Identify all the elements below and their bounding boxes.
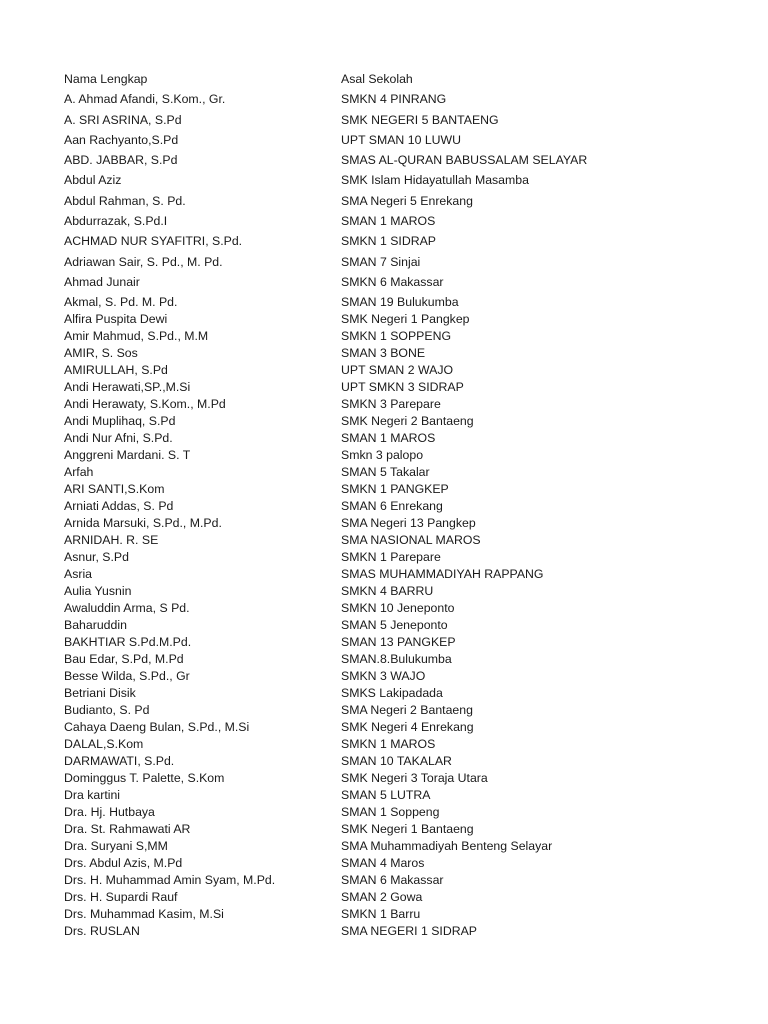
column-header-school: Asal Sekolah bbox=[341, 72, 413, 86]
participant-name: Arnida Marsuki, S.Pd., M.Pd. bbox=[64, 516, 222, 531]
table-row bbox=[64, 805, 664, 822]
participant-name: Anggreni Mardani. S. T bbox=[64, 448, 191, 463]
table-row bbox=[64, 499, 664, 516]
table-row bbox=[64, 669, 664, 686]
participant-school: SMK Islam Hidayatullah Masamba bbox=[341, 173, 529, 188]
participant-name: ABD. JABBAR, S.Pd bbox=[64, 153, 178, 168]
table-body bbox=[64, 92, 664, 941]
participant-school: SMKN 1 Parepare bbox=[341, 550, 441, 565]
table-row bbox=[64, 234, 664, 254]
participant-name: Besse Wilda, S.Pd., Gr bbox=[64, 669, 190, 684]
participant-school: SMKN 1 SIDRAP bbox=[341, 234, 436, 249]
table-row bbox=[64, 788, 664, 805]
table-row bbox=[64, 113, 664, 133]
table-row bbox=[64, 873, 664, 890]
table-row bbox=[64, 516, 664, 533]
table-row bbox=[64, 652, 664, 669]
participant-school: SMAN 7 Sinjai bbox=[341, 254, 421, 269]
participant-name: Andi Muplihaq, S.Pd bbox=[64, 414, 176, 429]
table-row bbox=[64, 856, 664, 873]
participant-school: SMKS Lakipadada bbox=[341, 686, 443, 701]
participant-name: Dra kartini bbox=[64, 788, 121, 803]
table-row bbox=[64, 92, 664, 112]
participant-name: Amir Mahmud, S.Pd., M.M bbox=[64, 329, 209, 344]
table-row bbox=[64, 255, 664, 275]
table-row bbox=[64, 363, 664, 380]
participant-name: Betriani Disik bbox=[64, 686, 136, 701]
participant-name: Abdul Rahman, S. Pd. bbox=[64, 193, 186, 208]
table-row bbox=[64, 329, 664, 346]
participant-school: SMAN 5 Takalar bbox=[341, 465, 430, 480]
table-row bbox=[64, 737, 664, 754]
participant-school: SMKN 10 Jeneponto bbox=[341, 601, 455, 616]
participant-school: SMAN 3 BONE bbox=[341, 346, 426, 361]
participant-name: Arniati Addas, S. Pd bbox=[64, 499, 174, 514]
participant-name: Budianto, S. Pd bbox=[64, 703, 150, 718]
participant-name: ARNIDAH. R. SE bbox=[64, 533, 159, 548]
participant-school: SMAN 5 LUTRA bbox=[341, 788, 431, 803]
table-row bbox=[64, 295, 664, 312]
participant-school: SMKN 6 Makassar bbox=[341, 274, 444, 289]
participant-school: SMA Negeri 2 Bantaeng bbox=[341, 703, 473, 718]
participant-name: ARI SANTI,S.Kom bbox=[64, 482, 165, 497]
participant-school: SMA Muhammadiyah Benteng Selayar bbox=[341, 839, 553, 854]
participant-school: SMK NEGERI 5 BANTAENG bbox=[341, 112, 499, 127]
table-row bbox=[64, 618, 664, 635]
table-row bbox=[64, 465, 664, 482]
participant-name: DARMAWATI, S.Pd. bbox=[64, 754, 175, 769]
participant-school: UPT SMAN 2 WAJO bbox=[341, 363, 454, 378]
table-row bbox=[64, 839, 664, 856]
participant-school: SMAN 1 Soppeng bbox=[341, 805, 440, 820]
table-row bbox=[64, 890, 664, 907]
participant-school: SMAN 19 Bulukumba bbox=[341, 295, 459, 310]
participant-name: BAKHTIAR S.Pd.M.Pd. bbox=[64, 635, 192, 650]
table-row bbox=[64, 550, 664, 567]
participant-school: SMAN 13 PANGKEP bbox=[341, 635, 456, 650]
participant-name: Drs. H. Muhammad Amin Syam, M.Pd. bbox=[64, 873, 276, 888]
participant-name: Asria bbox=[64, 567, 93, 582]
participant-school: SMKN 3 WAJO bbox=[341, 669, 426, 684]
participant-name: Cahaya Daeng Bulan, S.Pd., M.Si bbox=[64, 720, 250, 735]
table-header-row bbox=[64, 72, 664, 92]
participant-name: Drs. H. Supardi Rauf bbox=[64, 890, 178, 905]
table-row bbox=[64, 275, 664, 295]
participant-school: SMAN 4 Maros bbox=[341, 856, 425, 871]
participant-name: Adriawan Sair, S. Pd., M. Pd. bbox=[64, 254, 223, 269]
table-row bbox=[64, 346, 664, 363]
participant-name: Alfira Puspita Dewi bbox=[64, 312, 168, 327]
table-row bbox=[64, 771, 664, 788]
participant-name: Dra. Hj. Hutbaya bbox=[64, 805, 155, 820]
table-row bbox=[64, 754, 664, 771]
table-row bbox=[64, 482, 664, 499]
participant-school: SMKN 1 Barru bbox=[341, 907, 421, 922]
table-row bbox=[64, 907, 664, 924]
participant-school: SMAN 6 Makassar bbox=[341, 873, 444, 888]
participant-school: SMAN.8.Bulukumba bbox=[341, 652, 452, 667]
participant-school: SMK Negeri 1 Pangkep bbox=[341, 312, 470, 327]
table-row bbox=[64, 822, 664, 839]
table-row bbox=[64, 153, 664, 173]
participant-name: A. SRI ASRINA, S.Pd bbox=[64, 112, 182, 127]
participant-name: AMIRULLAH, S.Pd bbox=[64, 363, 168, 378]
participant-name: Baharuddin bbox=[64, 618, 127, 633]
participant-name: Drs. Abdul Azis, M.Pd bbox=[64, 856, 183, 871]
participant-name: Dra. St. Rahmawati AR bbox=[64, 822, 191, 837]
participant-name: Aulia Yusnin bbox=[64, 584, 132, 599]
participant-school: SMKN 4 BARRU bbox=[341, 584, 434, 599]
participant-name: Dra. Suryani S,MM bbox=[64, 839, 168, 854]
table-row bbox=[64, 448, 664, 465]
participant-name: Andi Nur Afni, S.Pd. bbox=[64, 431, 173, 446]
participant-name: Andi Herawaty, S.Kom., M.Pd bbox=[64, 397, 226, 412]
participant-name: ACHMAD NUR SYAFITRI, S.Pd. bbox=[64, 234, 243, 249]
participant-school: Smkn 3 palopo bbox=[341, 448, 424, 463]
participant-school: SMKN 1 SOPPENG bbox=[341, 329, 452, 344]
table-row bbox=[64, 431, 664, 448]
table-row bbox=[64, 133, 664, 153]
table-row bbox=[64, 601, 664, 618]
participant-name: Arfah bbox=[64, 465, 94, 480]
participant-school: SMAN 6 Enrekang bbox=[341, 499, 443, 514]
participant-school: SMAS MUHAMMADIYAH RAPPANG bbox=[341, 567, 544, 582]
table-row bbox=[64, 173, 664, 193]
table-row bbox=[64, 584, 664, 601]
participant-name: DALAL,S.Kom bbox=[64, 737, 144, 752]
participant-name: Asnur, S.Pd bbox=[64, 550, 129, 565]
participant-school: SMK Negeri 2 Bantaeng bbox=[341, 414, 474, 429]
participant-name: Akmal, S. Pd. M. Pd. bbox=[64, 295, 178, 310]
participant-school: SMK Negeri 3 Toraja Utara bbox=[341, 771, 488, 786]
participant-school: SMA Negeri 13 Pangkep bbox=[341, 516, 476, 531]
participant-school: SMKN 4 PINRANG bbox=[341, 92, 447, 107]
participant-name: Bau Edar, S.Pd, M.Pd bbox=[64, 652, 184, 667]
participant-school: SMK Negeri 1 Bantaeng bbox=[341, 822, 474, 837]
table-row bbox=[64, 414, 664, 431]
table-row bbox=[64, 312, 664, 329]
participant-school: SMAN 10 TAKALAR bbox=[341, 754, 452, 769]
participant-name: Aan Rachyanto,S.Pd bbox=[64, 132, 179, 147]
table-row bbox=[64, 214, 664, 234]
participant-school: UPT SMKN 3 SIDRAP bbox=[341, 380, 464, 395]
participant-name: Ahmad Junair bbox=[64, 274, 140, 289]
participant-name: A. Ahmad Afandi, S.Kom., Gr. bbox=[64, 92, 226, 107]
participant-school: SMKN 3 Parepare bbox=[341, 397, 441, 412]
table-row bbox=[64, 924, 664, 941]
column-header-name: Nama Lengkap bbox=[64, 72, 148, 86]
participant-name: AMIR, S. Sos bbox=[64, 346, 138, 361]
table-row bbox=[64, 194, 664, 214]
participant-school: SMKN 1 MAROS bbox=[341, 737, 436, 752]
table-row bbox=[64, 380, 664, 397]
participant-school: SMA Negeri 5 Enrekang bbox=[341, 193, 473, 208]
participant-school: SMA NEGERI 1 SIDRAP bbox=[341, 924, 477, 939]
participant-school: SMAN 1 MAROS bbox=[341, 431, 436, 446]
participant-name: Awaluddin Arma, S Pd. bbox=[64, 601, 190, 616]
table-row bbox=[64, 720, 664, 737]
participant-school: SMAN 5 Jeneponto bbox=[341, 618, 448, 633]
participant-name: Drs. RUSLAN bbox=[64, 924, 140, 939]
participant-school: SMA NASIONAL MAROS bbox=[341, 533, 481, 548]
participant-school: UPT SMAN 10 LUWU bbox=[341, 132, 462, 147]
table-row bbox=[64, 567, 664, 584]
participant-name: Andi Herawati,SP.,M.Si bbox=[64, 380, 191, 395]
table-row bbox=[64, 533, 664, 550]
table-row bbox=[64, 635, 664, 652]
participant-name: Dominggus T. Palette, S.Kom bbox=[64, 771, 225, 786]
participant-school: SMAS AL-QURAN BABUSSALAM SELAYAR bbox=[341, 153, 588, 168]
participant-table bbox=[64, 72, 664, 941]
participant-school: SMAN 1 MAROS bbox=[341, 214, 436, 229]
participant-school: SMKN 1 PANGKEP bbox=[341, 482, 449, 497]
table-row bbox=[64, 686, 664, 703]
table-row bbox=[64, 703, 664, 720]
participant-school: SMAN 2 Gowa bbox=[341, 890, 423, 905]
table-row bbox=[64, 397, 664, 414]
participant-name: Drs. Muhammad Kasim, M.Si bbox=[64, 907, 224, 922]
participant-name: Abdurrazak, S.Pd.I bbox=[64, 214, 168, 229]
participant-school: SMK Negeri 4 Enrekang bbox=[341, 720, 474, 735]
participant-name: Abdul Aziz bbox=[64, 173, 122, 188]
